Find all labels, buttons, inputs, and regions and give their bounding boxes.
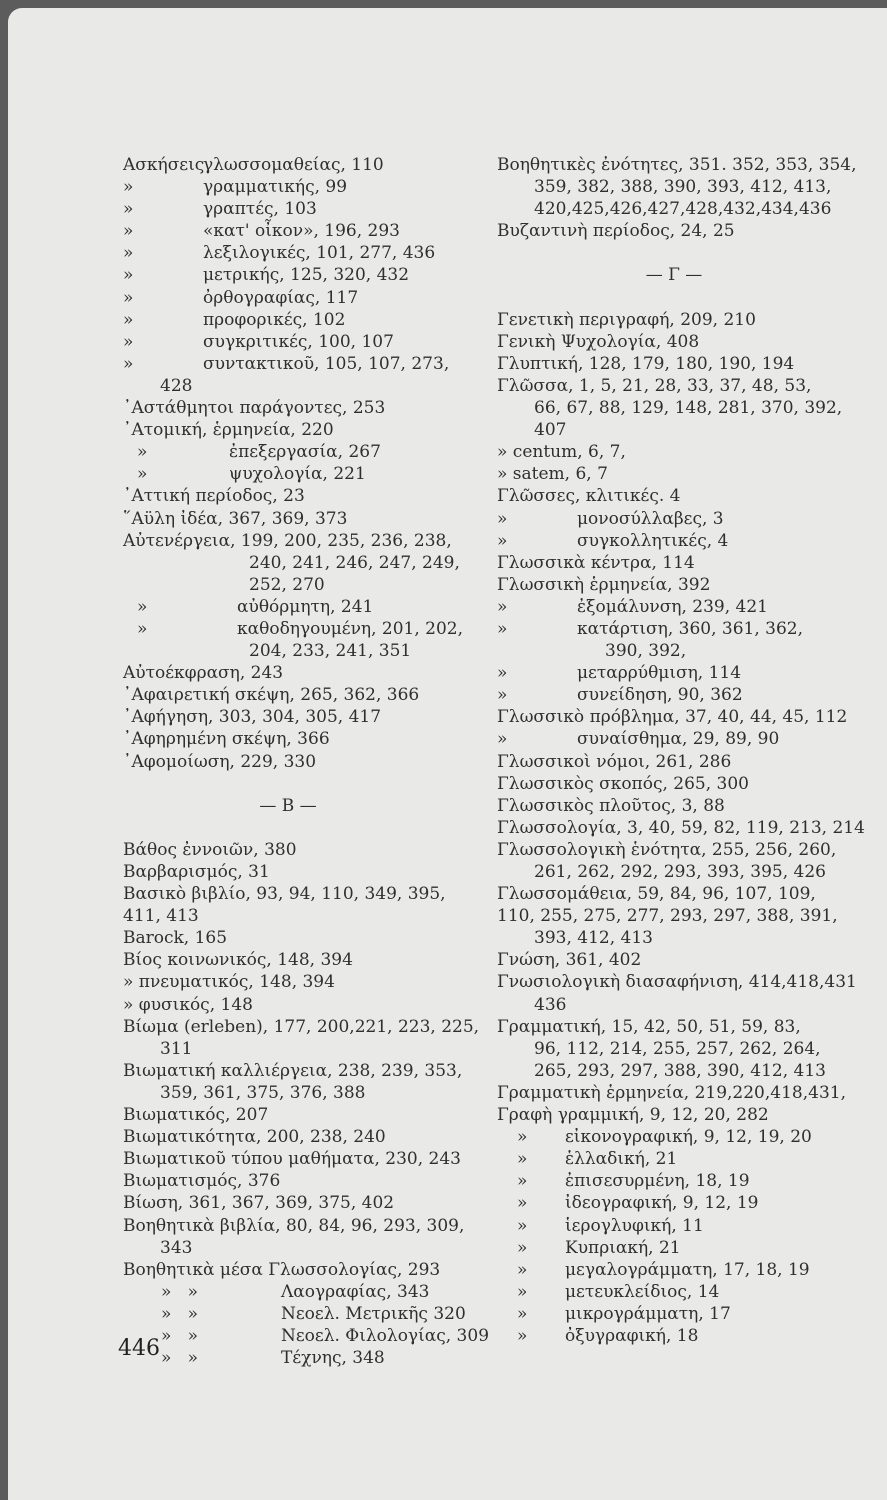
entry-text: Γραφὴ γραμμική, 9, 12, 20, 282 xyxy=(497,1105,769,1126)
entry-text: Βοηθητικὰ βιβλία, 80, 84, 96, 293, 309, xyxy=(123,1215,465,1236)
index-entry xyxy=(123,463,493,485)
index-entry xyxy=(123,1259,493,1281)
entry-text: » φυσικός, 148 xyxy=(123,994,253,1015)
section-heading: — Γ — xyxy=(645,265,703,286)
section-heading: — Β — xyxy=(259,795,317,816)
index-entry xyxy=(123,552,493,574)
index-entry xyxy=(123,508,493,530)
entry-text: Βιωματικός, 207 xyxy=(123,1105,269,1126)
entry-text: λεξιλογικές, 101, 277, 436 xyxy=(203,243,436,264)
index-entry xyxy=(497,309,881,331)
index-entry xyxy=(497,751,881,773)
entry-text: » πνευματικός, 148, 394 xyxy=(123,972,335,993)
index-entry xyxy=(497,949,881,971)
index-entry xyxy=(497,552,881,574)
index-entry xyxy=(123,1038,493,1060)
index-entry xyxy=(123,309,493,331)
entry-text: 66, 67, 88, 129, 148, 281, 370, 392, xyxy=(534,398,843,419)
index-entry xyxy=(123,1126,493,1148)
ditto-mark: Ασκήσεις xyxy=(123,155,205,175)
entry-text: μονοσύλλαβες, 3 xyxy=(577,508,724,529)
index-entry xyxy=(497,927,881,949)
index-entry xyxy=(497,1038,881,1060)
ditto-mark: » xyxy=(517,1193,528,1214)
index-entry xyxy=(497,242,881,264)
entry-text: 261, 262, 292, 293, 393, 395, 426 xyxy=(534,862,826,882)
entry-text: ᾿Αφαιρετική σκέψη, 265, 362, 366 xyxy=(123,685,420,706)
index-entry xyxy=(123,971,493,993)
index-entry xyxy=(123,375,493,397)
index-entry xyxy=(123,1215,493,1237)
index-entry xyxy=(123,1082,493,1104)
index-right-column xyxy=(497,154,881,1347)
index-entry xyxy=(123,264,493,286)
entry-text: Γλωσσολογικὴ ἑνότητα, 255, 256, 260, xyxy=(497,839,837,860)
index-entry xyxy=(497,1082,881,1104)
entry-text: Γλωσσικὰ κέντρα, 114 xyxy=(497,552,695,573)
index-entry xyxy=(497,287,881,309)
ditto-mark: » xyxy=(123,309,134,330)
entry-text: Γλυπτική, 128, 179, 180, 190, 194 xyxy=(497,353,795,374)
index-entry xyxy=(123,530,493,552)
ditto-mark: » xyxy=(497,618,508,639)
entry-text: Γενικὴ Ψυχολογία, 408 xyxy=(497,331,700,352)
entry-text: 411, 413 xyxy=(123,906,199,927)
index-entry xyxy=(123,242,493,264)
index-section-heading xyxy=(497,264,881,286)
ditto-mark: » xyxy=(517,1127,528,1148)
ditto-mark: » » xyxy=(161,1325,199,1346)
entry-text: 393, 412, 413 xyxy=(534,928,653,949)
entry-text: Γραμματική, 15, 42, 50, 51, 59, 83, xyxy=(497,1016,801,1037)
entry-text: συντακτικοῦ, 105, 107, 273, xyxy=(203,353,450,374)
index-entry xyxy=(497,773,881,795)
index-entry xyxy=(123,1347,493,1369)
ditto-mark: » xyxy=(123,265,134,286)
entry-text: μεταρρύθμιση, 114 xyxy=(577,663,742,684)
ditto-mark: » xyxy=(123,243,134,264)
index-entry xyxy=(497,861,881,883)
ditto-mark: » xyxy=(123,199,134,220)
ditto-mark: » xyxy=(517,1325,528,1346)
index-entry xyxy=(123,662,493,684)
entry-text: ὀξυγραφική, 18 xyxy=(565,1325,699,1346)
entry-text: 204, 233, 241, 351 xyxy=(249,641,412,662)
index-entry xyxy=(497,1281,881,1303)
entry-text: 407 xyxy=(534,420,567,441)
index-entry xyxy=(497,463,881,485)
entry-text: αὐθόρμητη, 241 xyxy=(237,596,374,617)
entry-text: Βάθος ἐννοιῶν, 380 xyxy=(123,839,297,860)
ditto-mark: » xyxy=(517,1281,528,1302)
index-entry xyxy=(497,220,881,242)
entry-text: «κατ' οἶκον», 196, 293 xyxy=(203,221,400,242)
entry-text: ἐπεξεργασία, 267 xyxy=(229,442,381,463)
index-entry xyxy=(123,751,493,773)
entry-text: Νεοελ. Φιλολογίας, 309 xyxy=(281,1325,490,1346)
index-entry xyxy=(497,971,881,993)
entry-text: 390, 392, xyxy=(605,641,687,662)
index-entry xyxy=(497,817,881,839)
entry-text: γλωσσομαθείας, 110 xyxy=(203,155,384,175)
index-entry xyxy=(123,485,493,507)
index-entry xyxy=(497,154,881,176)
ditto-mark: » xyxy=(497,508,508,529)
index-entry xyxy=(497,1104,881,1126)
index-entry xyxy=(123,353,493,375)
index-entry xyxy=(497,1237,881,1259)
index-entry xyxy=(123,839,493,861)
entry-text: 110, 255, 275, 277, 293, 297, 388, 391, xyxy=(497,906,838,927)
index-entry xyxy=(497,198,881,220)
index-entry xyxy=(497,353,881,375)
entry-text: ὀρθογραφίας, 117 xyxy=(203,287,359,308)
ditto-mark: » xyxy=(497,685,508,706)
entry-text: 359, 361, 375, 376, 388 xyxy=(160,1082,366,1103)
entry-text: ἱερογλυφική, 11 xyxy=(565,1215,704,1236)
entry-text: Βοηθητικὰ μέσα Γλωσσολογίας, 293 xyxy=(123,1259,441,1280)
index-entry xyxy=(497,839,881,861)
index-entry xyxy=(497,375,881,397)
ditto-mark: » » xyxy=(161,1348,199,1369)
index-entry xyxy=(123,618,493,640)
index-entry xyxy=(123,728,493,750)
entry-text: Γλῶσσα, 1, 5, 21, 28, 33, 37, 48, 53, xyxy=(497,375,812,396)
entry-text: ᾿Αφήγηση, 303, 304, 305, 417 xyxy=(123,707,382,728)
entry-text: » satem, 6, 7 xyxy=(497,464,608,485)
entry-text: συγκολλητικές, 4 xyxy=(577,530,729,551)
index-entry xyxy=(123,883,493,905)
index-entry xyxy=(123,397,493,419)
entry-text: ἐξομάλυνση, 239, 421 xyxy=(577,596,768,617)
ditto-mark: » xyxy=(137,464,148,485)
entry-text: μετευκλείδιος, 14 xyxy=(565,1281,720,1302)
entry-text: ψυχολογία, 221 xyxy=(229,464,366,485)
entry-text: Λαογραφίας, 343 xyxy=(281,1281,430,1302)
entry-text: Γλωσσικοὶ νόμοι, 261, 286 xyxy=(497,751,732,772)
index-entry xyxy=(123,176,493,198)
index-entry xyxy=(123,154,493,176)
entry-text: Γλωσσικὸς πλοῦτος, 3, 88 xyxy=(497,795,725,816)
entry-text: συγκριτικές, 100, 107 xyxy=(203,331,394,352)
entry-text: 343 xyxy=(160,1237,193,1258)
index-entry xyxy=(497,596,881,618)
entry-text: γραμματικής, 99 xyxy=(203,177,348,198)
entry-text: Βίος κοινωνικός, 148, 394 xyxy=(123,950,353,971)
entry-text: Γλωσσομάθεια, 59, 84, 96, 107, 109, xyxy=(497,884,816,905)
index-entry xyxy=(123,1104,493,1126)
ditto-mark: » xyxy=(497,530,508,551)
ditto-mark: » » xyxy=(161,1281,199,1302)
index-entry xyxy=(497,706,881,728)
ditto-mark: » xyxy=(137,596,148,617)
index-entry xyxy=(123,331,493,353)
index-entry xyxy=(123,220,493,242)
entry-text: Γλωσσολογία, 3, 40, 59, 82, 119, 213, 214 xyxy=(497,817,865,838)
ditto-mark: » xyxy=(517,1303,528,1324)
index-entry xyxy=(497,1303,881,1325)
index-entry xyxy=(497,1148,881,1170)
entry-text: 420,425,426,427,428,432,434,436 xyxy=(534,199,832,220)
entry-text: Νεοελ. Μετρικῆς 320 xyxy=(281,1303,466,1324)
index-entry xyxy=(123,1192,493,1214)
index-entry xyxy=(123,1170,493,1192)
entry-text: Γνωσιολογικὴ διασαφήνιση, 414,418,431 xyxy=(497,972,857,993)
index-entry xyxy=(123,706,493,728)
entry-text: Τέχνης, 348 xyxy=(281,1348,385,1369)
index-entry xyxy=(497,795,881,817)
entry-text: ᾿Αφομοίωση, 229, 330 xyxy=(123,751,317,772)
index-entry xyxy=(123,287,493,309)
index-entry xyxy=(123,1148,493,1170)
index-entry xyxy=(497,640,881,662)
entry-text: 428 xyxy=(160,375,193,396)
ditto-mark: » xyxy=(123,353,134,374)
entry-text: 265, 293, 297, 388, 390, 412, 413 xyxy=(534,1060,826,1081)
ditto-mark: » xyxy=(517,1171,528,1192)
entry-text: προφορικές, 102 xyxy=(203,309,346,330)
entry-text: Βιωματικότητα, 200, 238, 240 xyxy=(123,1127,386,1148)
entry-text: 436 xyxy=(534,994,567,1015)
index-entry xyxy=(497,419,881,441)
entry-text: συνείδηση, 90, 362 xyxy=(577,685,743,706)
entry-text: ἐπισεσυρμένη, 18, 19 xyxy=(565,1171,750,1192)
index-section-heading xyxy=(123,795,493,817)
entry-text: Barock, 165 xyxy=(123,928,228,949)
entry-text: ἑλλαδική, 21 xyxy=(565,1149,678,1170)
entry-text: 311 xyxy=(160,1038,193,1059)
index-entry xyxy=(497,485,881,507)
index-entry xyxy=(123,905,493,927)
ditto-mark: » xyxy=(497,663,508,684)
entry-text: Βιωματισμός, 376 xyxy=(123,1171,281,1192)
ditto-mark: » xyxy=(497,596,508,617)
entry-text: Βασικὸ βιβλίο, 93, 94, 110, 349, 395, xyxy=(123,884,446,905)
index-entry xyxy=(123,441,493,463)
index-entry xyxy=(497,728,881,750)
entry-text: ἰδεογραφική, 9, 12, 19 xyxy=(565,1193,759,1214)
index-entry xyxy=(497,508,881,530)
entry-text: » centum, 6, 7, xyxy=(497,442,626,463)
entry-text: 359, 382, 388, 390, 393, 412, 413, xyxy=(534,177,832,198)
entry-text: 240, 241, 246, 247, 249, xyxy=(249,552,460,573)
entry-text: Γνώση, 361, 402 xyxy=(497,950,642,971)
entry-text: Αὐτοέκφραση, 243 xyxy=(123,663,284,684)
ditto-mark: » xyxy=(517,1259,528,1280)
index-entry xyxy=(497,1170,881,1192)
entry-text: Γλωσσικὸς σκοπός, 265, 300 xyxy=(497,773,749,794)
entry-text: ᾿Αττική περίοδος, 23 xyxy=(123,486,305,507)
ditto-mark: » xyxy=(497,729,508,750)
index-entry xyxy=(123,640,493,662)
ditto-mark: » » xyxy=(161,1303,199,1324)
index-entry xyxy=(123,994,493,1016)
index-entry xyxy=(497,1215,881,1237)
index-entry xyxy=(497,574,881,596)
index-entry xyxy=(497,618,881,640)
index-entry xyxy=(123,817,493,839)
ditto-mark: » xyxy=(137,618,148,639)
index-entry xyxy=(497,397,881,419)
index-entry xyxy=(123,596,493,618)
entry-text: καθοδηγουμένη, 201, 202, xyxy=(237,618,464,639)
entry-text: μικρογράμματη, 17 xyxy=(565,1303,731,1324)
entry-text: Βυζαντινὴ περίοδος, 24, 25 xyxy=(497,221,735,242)
index-entry xyxy=(497,176,881,198)
index-entry xyxy=(497,441,881,463)
ditto-mark: » xyxy=(137,442,148,463)
index-entry xyxy=(497,1259,881,1281)
index-entry xyxy=(123,1016,493,1038)
entry-text: ῞Αϋλη ἰδέα, 367, 369, 373 xyxy=(123,508,348,529)
entry-text: μετρικής, 125, 320, 432 xyxy=(203,265,410,286)
page-number: 446 xyxy=(118,1336,160,1361)
index-entry xyxy=(497,905,881,927)
index-entry xyxy=(497,684,881,706)
index-entry xyxy=(123,1281,493,1303)
index-entry xyxy=(497,331,881,353)
ditto-mark: » xyxy=(123,221,134,242)
entry-text: Αὐτενέργεια, 199, 200, 235, 236, 238, xyxy=(123,530,452,551)
entry-text: Γλῶσσες, κλιτικές. 4 xyxy=(497,486,681,507)
entry-text: Βιωματικοῦ τύπου μαθήματα, 230, 243 xyxy=(123,1149,461,1170)
entry-text: 96, 112, 214, 255, 257, 262, 264, xyxy=(534,1038,821,1059)
index-entry xyxy=(123,927,493,949)
index-entry xyxy=(497,994,881,1016)
index-entry xyxy=(497,1060,881,1082)
index-entry xyxy=(497,530,881,552)
index-entry xyxy=(123,773,493,795)
ditto-mark: » xyxy=(517,1149,528,1170)
entry-text: ᾿Αστάθμητοι παράγοντες, 253 xyxy=(123,398,386,419)
index-left-column xyxy=(123,154,493,1369)
index-entry xyxy=(123,684,493,706)
entry-text: Βιωματική καλλιέργεια, 238, 239, 353, xyxy=(123,1060,463,1081)
index-entry xyxy=(123,1060,493,1082)
entry-text: Βίωμα (erleben), 177, 200,221, 223, 225, xyxy=(123,1016,480,1037)
entry-text: 252, 270 xyxy=(249,574,325,595)
entry-text: Γενετικὴ περιγραφή, 209, 210 xyxy=(497,309,756,330)
entry-text: συναίσθημα, 29, 89, 90 xyxy=(577,729,780,750)
entry-text: Γλωσσικὴ ἑρμηνεία, 392 xyxy=(497,574,711,595)
index-entry xyxy=(123,1303,493,1325)
index-entry xyxy=(497,1126,881,1148)
entry-text: Βοηθητικὲς ἐνότητες, 351. 352, 353, 354, xyxy=(497,155,857,175)
index-entry xyxy=(123,198,493,220)
index-entry xyxy=(123,1237,493,1259)
index-entry xyxy=(497,1016,881,1038)
entry-text: Κυπριακή, 21 xyxy=(565,1237,681,1258)
index-entry xyxy=(497,1325,881,1347)
ditto-mark: » xyxy=(123,287,134,308)
index-entry xyxy=(123,1325,493,1347)
index-entry xyxy=(123,861,493,883)
entry-text: Βαρβαρισμός, 31 xyxy=(123,862,270,882)
entry-text: Βίωση, 361, 367, 369, 375, 402 xyxy=(123,1193,395,1214)
entry-text: εἰκονογραφική, 9, 12, 19, 20 xyxy=(565,1127,812,1148)
entry-text: κατάρτιση, 360, 361, 362, xyxy=(577,618,804,639)
entry-text: ᾿Αφηρημένη σκέψη, 366 xyxy=(123,729,330,750)
index-entry xyxy=(497,883,881,905)
entry-text: γραπτές, 103 xyxy=(203,199,317,220)
index-entry xyxy=(497,1192,881,1214)
entry-text: ᾿Ατομική, ἑρμηνεία, 220 xyxy=(123,420,334,441)
index-entry xyxy=(497,662,881,684)
index-entry xyxy=(123,949,493,971)
entry-text: μεγαλογράμματη, 17, 18, 19 xyxy=(565,1259,810,1280)
ditto-mark: » xyxy=(123,331,134,352)
index-entry xyxy=(123,574,493,596)
entry-text: Γλωσσικὸ πρόβλημα, 37, 40, 44, 45, 112 xyxy=(497,707,848,728)
ditto-mark: » xyxy=(517,1215,528,1236)
index-entry xyxy=(123,419,493,441)
entry-text: Γραμματικὴ ἑρμηνεία, 219,220,418,431, xyxy=(497,1082,846,1103)
ditto-mark: » xyxy=(517,1237,528,1258)
ditto-mark: » xyxy=(123,177,134,198)
